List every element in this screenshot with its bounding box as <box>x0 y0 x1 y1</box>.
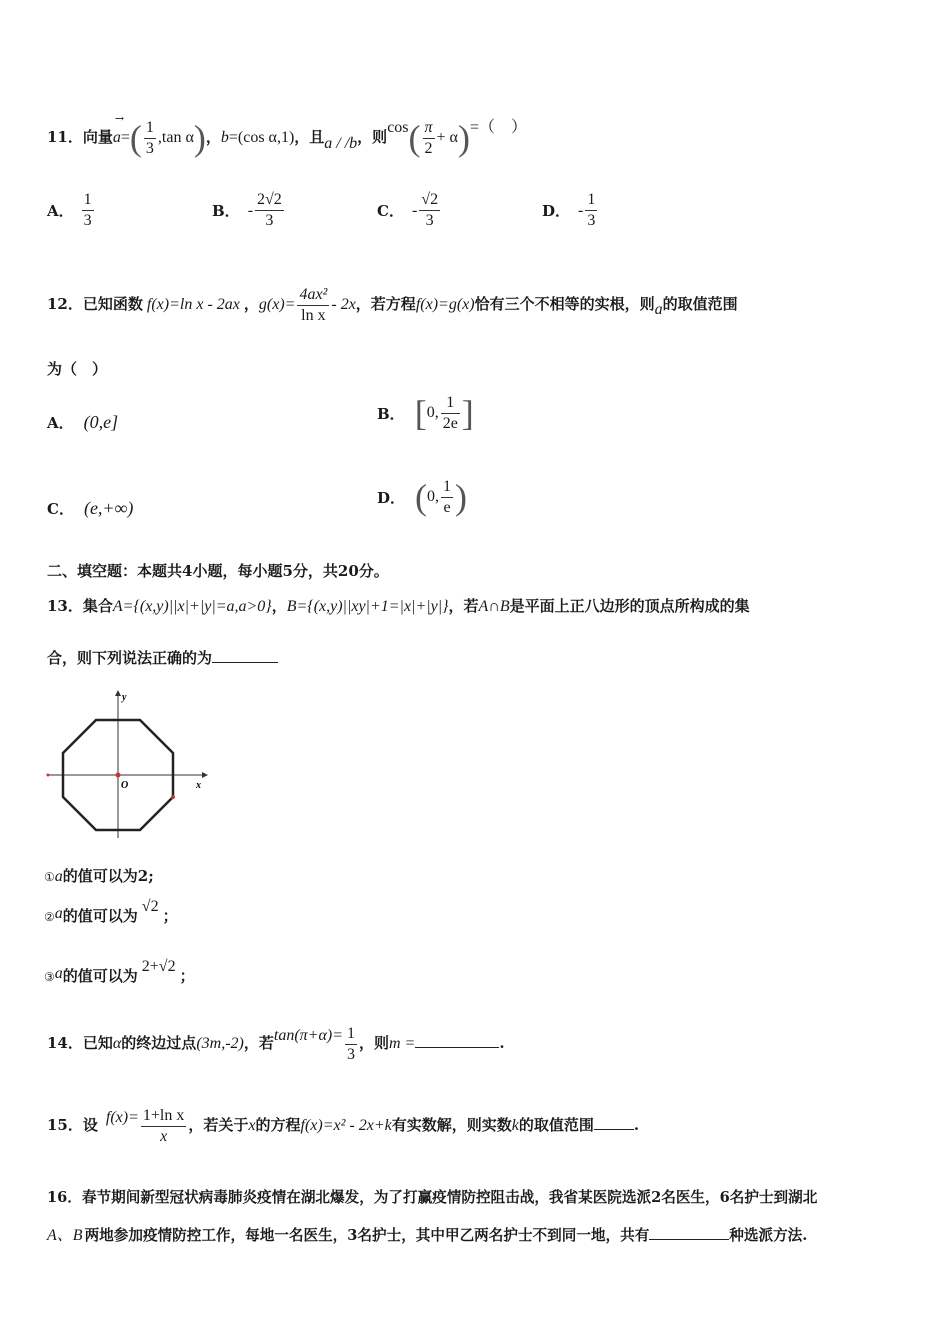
origin-point <box>116 773 121 778</box>
q12-option-b[interactable]: B． [0, $\frac{1}{2e}$ ] <box>377 393 474 433</box>
frac-pi-2: $\frac{\pi}{2}$ <box>424 118 433 157</box>
q11-option-d[interactable]: D． - $\frac{1}{3}$ <box>542 191 596 229</box>
q12-stem: 12．已知函数 f(x)=ln x - 2ax ，g(x)= $\frac{\text{4ax²}}{\text{ln x}}$ - 2x，若方程f(x)=g(x)恰有三个不相等的实根，则a的取值范围 <box>47 285 738 324</box>
octagon-figure <box>40 688 210 848</box>
y-axis-arrow <box>115 690 121 696</box>
q13-statement-1: ①a的值可以为2; <box>44 867 154 885</box>
q13-stem: 13．集合A={(x,y)||x|+|y|=a,a>0}，B={(x,y)||xy|+1=|x|+|y|}，若A∩B是平面上正八边形的顶点所构成的集 <box>47 597 750 615</box>
axis-point <box>47 774 50 777</box>
q13-statement-3: ③a的值可以为2+√2； <box>44 958 195 985</box>
q12-option-d[interactable]: D． (0, $\frac{1}{e}$ ) <box>377 477 468 517</box>
answer-blank[interactable] <box>594 1115 634 1130</box>
answer-blank[interactable] <box>415 1033 499 1048</box>
y-label: y <box>122 692 127 703</box>
q11-number: 11． <box>47 128 83 146</box>
q11-option-c[interactable]: C． - $\frac{√2}{3}$ <box>377 191 439 229</box>
q11-option-a[interactable]: A． $\frac{1}{3}$ <box>47 191 92 229</box>
x-label: x <box>196 780 201 791</box>
answer-blank[interactable] <box>212 648 278 663</box>
vertex-point <box>171 795 175 799</box>
q11-option-b[interactable]: B． - $\frac{2√2}{3}$ <box>212 191 282 229</box>
q11-stem: 11．向量 → a=( $\frac{1}{3}$ ,tan α)，b=(cos α,1)，且a / /b，则cos( $\frac{\pi}{2}$ + α)=（ ） <box>47 112 527 162</box>
x-axis-arrow <box>202 772 208 778</box>
frac-1-3: $\frac{1}{3}$ <box>145 118 154 157</box>
origin-label: O <box>121 780 129 791</box>
q15-stem: 15．设 f(x)= $\frac{\text{1+ln x}}{x}$ ，若关于x的方程f(x)=x² - 2x+k有实数解，则实数k的取值范围 . <box>47 1106 640 1145</box>
q14-stem: 14．已知α的终边过点(3m,-2)，若tan(π+α)= $\frac{1}{3}$ ，则m = . <box>47 1024 505 1063</box>
q12-stem-line2: 为（ ） <box>47 360 108 378</box>
vector-a: → a <box>112 112 125 146</box>
q16-stem: 16．春节期间新型冠状病毒肺炎疫情在湖北爆发，为了打赢疫情防控阻击战，我省某医院选派2名医生，6名护士到湖北 <box>47 1189 818 1206</box>
q12-option-c[interactable]: C． (e,+∞) <box>47 498 134 518</box>
q13-statement-2: ②a的值可以为√2； <box>44 898 178 925</box>
answer-blank[interactable] <box>649 1225 729 1240</box>
q13-stem-line2: 合，则下列说法正确的为 <box>47 647 278 668</box>
q16-stem-line2: A、B 两地参加疫情防控工作，每地一名医生，3名护士，其中甲乙两名护士不到同一地，共有 种选派方法. <box>47 1227 808 1244</box>
section-title: 二、填空题：本题共4小题，每小题5分，共20分。 <box>47 562 389 580</box>
q12-option-a[interactable]: A． (0,e] <box>47 412 119 432</box>
